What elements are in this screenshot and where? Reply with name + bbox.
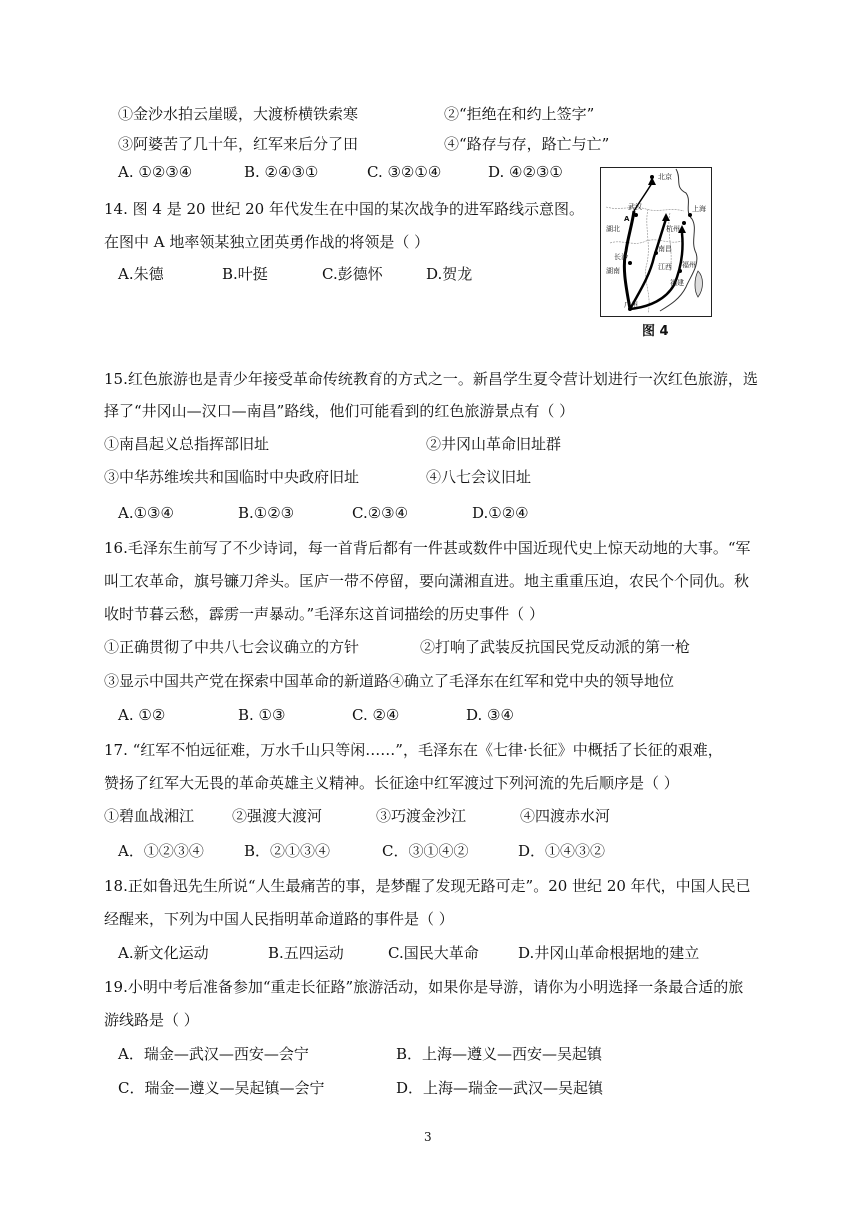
map-label-shanghai: 上海 (692, 205, 706, 213)
q16-item-3-4: ③显示中国共产党在探索中国革命的新道路④确立了毛泽东在红军和党中央的领导地位 (104, 672, 675, 690)
q15-option-c: C.②③④ (352, 504, 409, 522)
war-route-map (600, 167, 712, 317)
q19-option-a: A．瑞金—武汉—西安—会宁 (118, 1045, 309, 1063)
q14-option-c: C.彭德怀 (322, 265, 383, 283)
q16-item-2: ②打响了武装反抗国民党反动派的第一枪 (420, 638, 691, 656)
q15-item-1: ①南昌起义总指挥部旧址 (104, 435, 270, 453)
map-label-hangzhou: 杭州 (666, 225, 680, 233)
q17-stem-line-2: 赞扬了红军大无畏的革命英雄主义精神。长征途中红军渡过下列河流的先后顺序是（ ） (104, 774, 679, 792)
q15-stem-line-2: 择了“井冈山—汉口—南昌”路线，他们可能看到的红色旅游景点有（ ） (104, 402, 575, 420)
map-label-wuhan: 武汉 (628, 203, 642, 211)
q16-option-b: B. ①③ (238, 706, 286, 724)
q17-stem-line-1: 17. “红军不怕远征难，万水千山只等闲……”，毛泽东在《七律·长征》中概括了长征的艰难， (104, 741, 723, 759)
q18-option-b: B.五四运动 (268, 944, 344, 962)
q16-item-1: ①正确贯彻了中共八七会议确立的方针 (104, 638, 360, 656)
q19-option-d: D．上海—瑞金—武汉—吴起镇 (396, 1079, 604, 1097)
q15-option-a: A.①③④ (118, 504, 174, 522)
q16-option-d: D. ③④ (466, 706, 514, 724)
map-label-hunan: 湖南 (606, 267, 620, 275)
q13-item-3: ③阿婆苦了几十年，红军来后分了田 (118, 135, 359, 153)
q16-option-c: C. ②④ (352, 706, 400, 724)
q13-option-c: C. ③②①④ (367, 163, 442, 181)
q16-option-a: A. ①② (118, 706, 166, 724)
q14-option-a: A.朱德 (118, 265, 164, 283)
q14-option-b: B.叶挺 (222, 265, 268, 283)
q16-stem-line-3: 收时节暮云愁，霹雳一声暴动。”毛泽东这首词描绘的历史事件（ ） (104, 605, 544, 623)
q13-item-1: ①金沙水拍云崖暖，大渡桥横铁索寒 (118, 105, 359, 123)
q16-stem-line-1: 16.毛泽东生前写了不少诗词，每一首背后都有一件甚或数件中国近现代史上惊天动地的大事。“军 (104, 539, 751, 557)
q15-option-d: D.①②④ (472, 504, 529, 522)
q15-item-3: ③中华苏维埃共和国临时中央政府旧址 (104, 468, 360, 486)
q17-item-3: ③巧渡金沙江 (376, 807, 467, 825)
map-label-fujian: 福建 (670, 279, 684, 287)
q15-item-4: ④八七会议旧址 (426, 468, 532, 486)
q13-item-2: ②“拒绝在和约上签字” (444, 105, 595, 123)
q17-item-2: ②强渡大渡河 (232, 807, 323, 825)
map-label-fuzhou: 福州 (682, 261, 696, 269)
q13-option-a: A. ①②③④ (118, 163, 193, 181)
map-label-guangzhou: 广州 (624, 301, 638, 309)
q18-stem-line-1: 18.正如鲁迅先生所说“人生最痛苦的事，是梦醒了发现无路可走”。20 世纪 20 年代，中国人民已 (104, 877, 751, 895)
q15-stem-line-1: 15.红色旅游也是青少年接受革命传统教育的方式之一。新昌学生夏令营计划进行一次红色旅游，选 (104, 370, 758, 388)
q17-item-4: ④四渡赤水河 (520, 807, 611, 825)
q14-stem-line-1: 14. 图 4 是 20 世纪 20 年代发生在中国的某次战争的进军路线示意图。 (104, 200, 584, 218)
q17-option-b: B．②①③④ (244, 842, 331, 860)
q15-item-2: ②井冈山革命旧址群 (426, 435, 562, 453)
q16-stem-line-2: 叫工农革命，旗号镰刀斧头。匡庐一带不停留，要向潇湘直进。地主重重压迫，农民个个同仇。秋 (104, 572, 750, 590)
q18-option-a: A.新文化运动 (118, 944, 209, 962)
map-label-jiangxi: 江西 (658, 263, 672, 271)
q19-stem-line-2: 游线路是（ ） (104, 1011, 199, 1029)
q18-option-d: D.井冈山革命根据地的建立 (518, 944, 700, 962)
q17-option-c: C．③①④② (382, 842, 469, 860)
q13-option-d: D. ④②③① (488, 163, 563, 181)
q19-option-b: B．上海—遵义—西安—吴起镇 (396, 1045, 603, 1063)
q17-option-d: D．①④③② (518, 842, 606, 860)
q17-option-a: A．①②③④ (118, 842, 204, 860)
map-label-changsha: 长沙 (614, 253, 628, 261)
map-label-a: A (624, 215, 630, 223)
q18-option-c: C.国民大革命 (388, 944, 479, 962)
figure-caption: 图 4 (642, 324, 669, 339)
q13-option-b: B. ②④③① (244, 163, 319, 181)
map-label-beijing: 北京 (658, 173, 672, 181)
q13-item-4: ④“路存与存，路亡与亡” (444, 135, 610, 153)
q17-item-1: ①碧血战湘江 (104, 807, 195, 825)
map-label-nanchang: 南昌 (658, 245, 672, 253)
page-number: 3 (424, 1130, 432, 1144)
q18-stem-line-2: 经醒来，下列为中国人民指明革命道路的事件是（ ） (104, 910, 454, 928)
q19-option-c: C．瑞金—遵义—吴起镇—会宁 (118, 1079, 325, 1097)
map-label-hubei: 湖北 (606, 225, 620, 233)
q15-option-b: B.①②③ (238, 504, 295, 522)
q14-stem-line-2: 在图中 A 地率领某独立团英勇作战的将领是（ ） (104, 233, 430, 251)
q19-stem-line-1: 19.小明中考后准备参加“重走长征路”旅游活动，如果你是导游，请你为小明选择一条最合适的旅 (104, 978, 744, 996)
q14-option-d: D.贺龙 (426, 265, 473, 283)
